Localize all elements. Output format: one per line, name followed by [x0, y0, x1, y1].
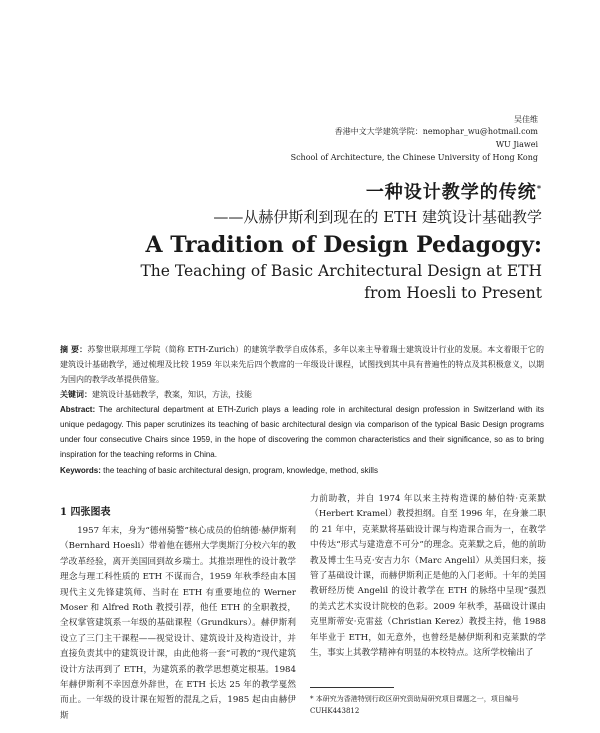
keywords-en-text: the teaching of basic architectural design, program, knowledge, method, skills — [103, 466, 378, 475]
keywords-en-label: Keywords: — [60, 466, 101, 475]
abstract-en-label: Abstract: — [60, 405, 96, 414]
author-affiliation-email: 香港中文大学建筑学院：nemophar_wu@hotmail.com — [334, 127, 538, 136]
body-paragraph: 力前助教，并自 1974 年以来主持构造课的赫伯特·克莱默（Herbert Kramel）教授担纲。自至 1996 年，在身兼二职的 21 年中，克莱默将基础设计课与构造课合而为一，在教学中传达“形式与建造意不可分”的理念。克莱默之后，他的前助教及博士生马克·安吉力尔（Marc Angelil）从美国归来，接管了基础设计课，而赫伊斯利正是他的入门老师。十年的美国教研经历使 Angelil 的设计教学在 ETH 的脉络中呈现“强烈的美式艺术实设计院校的色彩。2009 年秋季，基础设计课由克里斯蒂安·克雷兹（Christian Kerez）教授主持，他 1988 年毕业于 ETH，如无意外，也曾经是赫伊斯利和克莱默的学生，事实上其教学精神有明显的本校特点。这所学校输出了 — [310, 494, 546, 659]
abstract-cn — [60, 342, 544, 387]
author-affiliation-en: School of Architecture, the Chinese University of Hong Kong — [290, 153, 538, 162]
title-cn-text: 一种设计教学的传统 — [365, 182, 537, 203]
title-en: A Tradition of Design Pedagogy: — [145, 232, 542, 258]
footnote-divider — [310, 687, 394, 688]
subtitle-cn: ——从赫伊斯利到现在的 ETH 建筑设计基础教学 — [213, 208, 542, 226]
keywords-en — [60, 463, 544, 478]
body-paragraph: 1957 年末，身为“德州骑警”核心成员的伯纳德·赫伊斯利（Bernhard Hoesli）带着他在德州大学奥斯汀分校六年的教学改革经验，离开美国回到故乡瑞士。其推崇理性的设计教学理念与理工科性质的 ETH 不谋而合，1959 年秋季经由本国现代主义先锋建筑师、当时在 ETH 有重要地位的 Werner Moser 和 Alfred Roth 教授引荐，他任 ETH 的全职教授，全权掌管建筑系一年级的基础课程（Grundkurs）。赫伊斯利设立了三门主干课程——视觉设计、建筑设计及构造设计，并直接负责其中的建筑设计课，由此他将一套“可教的”现代建筑设计方法再到了 ETH，为建筑系的教学思想奠定根基。1984 年赫伊斯利不幸因意外辞世，在 ETH 长达 25 年的教学戛然而止。一年级的设计课在短暂的混乱之后，1985 起由由赫伊斯 — [60, 526, 296, 721]
keywords-cn-text: 建筑设计基础教学，教案，知识，方法，技能 — [92, 390, 252, 399]
author-name-cn: 吴佳维 — [514, 115, 538, 124]
abstract-en — [60, 402, 544, 462]
keywords-cn-label: 关键词： — [60, 389, 92, 399]
subtitle-en-line-1: The Teaching of Basic Architectural Design at ETH — [140, 262, 542, 280]
title-footnote-mark: * — [536, 183, 542, 193]
section-heading: 1 四张图表 — [60, 507, 111, 518]
subtitle-en-line-2: from Hoesli to Present — [364, 284, 542, 302]
body-column-left — [60, 524, 296, 724]
author-name-en: WU Jiawei — [495, 140, 538, 149]
keywords-cn — [60, 387, 544, 402]
title-cn — [366, 178, 542, 204]
abstract-cn-label: 摘 要： — [60, 344, 88, 354]
abstract-cn-text: 苏黎世联邦理工学院（简称 ETH-Zurich）的建筑学教学自成体系，多年以来主导着瑞士建筑设计行业的发展。本文着眼于它的建筑设计基础教学，通过梳理及比较 1959 年以来先后四个教席的一年级设计课程，试图找到其中具有普遍性的特点及其积极意义，以期为国内的教学改革提供借鉴。 — [60, 345, 544, 384]
abstract-en-text: The architectural department at ETH-Zurich plays a leading role in architectural design profession in Switzerland with its unique pedagogy. This paper scrutinizes its teaching of basic architectural design via comparison of the typical Basic Design programs under four consecutive Chairs since 1959, in the hope of discovering the common characteristics and their significance, so as to bring inspiration for the teaching reforms in China. — [60, 405, 545, 459]
body-column-right — [310, 492, 546, 661]
footnote: * 本研究为香港特别行政区研究资助局研究项目课题之一，项目编号 CUHK443812 — [310, 695, 519, 715]
